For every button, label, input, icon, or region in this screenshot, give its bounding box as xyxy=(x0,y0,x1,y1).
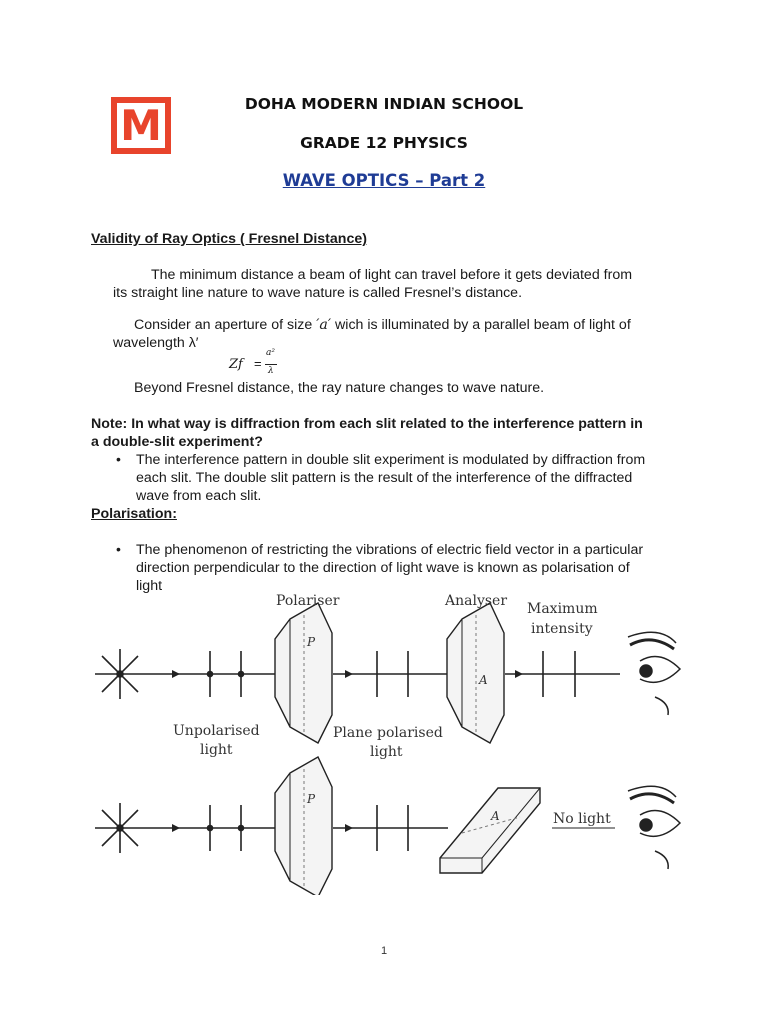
logo-letter: M xyxy=(120,101,162,150)
note-answer-line3: wave from each slit. xyxy=(136,488,262,504)
fresnel-para2-line1 xyxy=(134,316,631,334)
formula-lhs: Zf xyxy=(229,357,243,372)
note-question-line1: Note: In what way is diffraction from each slit related to the interference pattern in xyxy=(91,416,643,432)
grade-title: GRADE 12 PHYSICS xyxy=(300,134,468,152)
para2-text-a: Consider an aperture of size xyxy=(134,317,313,333)
top-row xyxy=(95,593,680,760)
polariser-prism xyxy=(275,603,332,743)
polarisation-bullet: • xyxy=(116,541,121,557)
topic-title: WAVE OPTICS – Part 2 xyxy=(282,171,486,190)
note-answer-line2: each slit. The double slit pattern is the result of the interference of the diffracted xyxy=(136,470,633,486)
fresnel-para1-line2: its straight line nature to wave nature is called Fresnel’s distance. xyxy=(113,285,523,301)
fresnel-para2-line2: wavelength λ′ xyxy=(113,335,199,351)
formula-denominator: λ xyxy=(268,366,274,376)
beam-arrow-icon xyxy=(345,824,353,832)
eye-icon xyxy=(628,632,680,715)
note-answer-line1: The interference pattern in double slit experiment is modulated by diffraction from xyxy=(136,452,646,468)
fresnel-formula xyxy=(229,347,289,381)
unpolarised-star-icon xyxy=(95,649,145,699)
fresnel-para3: Beyond Fresnel distance, the ray nature changes to wave nature. xyxy=(134,380,545,396)
analyser-prism xyxy=(447,603,504,743)
no-light-label: No light xyxy=(553,811,611,827)
polarisation-heading: Polarisation: xyxy=(91,506,177,522)
unpolarised-label-2: light xyxy=(200,742,233,758)
polarisation-line3: light xyxy=(136,578,163,594)
formula-equals: = xyxy=(254,356,262,371)
formula-numerator: a² xyxy=(266,348,275,358)
polariser-letter: P xyxy=(307,635,316,649)
analyser-letter: A xyxy=(491,809,500,823)
school-name: DOHA MODERN INDIAN SCHOOL xyxy=(244,95,524,113)
para2-text-b: wich is illuminated by a parallel beam of light of xyxy=(335,317,631,333)
beam-arrow-icon xyxy=(345,670,353,678)
page-number: 1 xyxy=(380,945,388,957)
polariser-prism xyxy=(275,757,332,895)
formula-fraction-bar xyxy=(265,364,277,365)
beam-arrow-icon xyxy=(172,824,180,832)
polariser-label: Polariser xyxy=(276,593,340,609)
beam-arrow-icon xyxy=(172,670,180,678)
beam-arrow-icon xyxy=(515,670,523,678)
analyser-letter: A xyxy=(479,673,488,687)
maximum-label: Maximum xyxy=(527,601,598,617)
analyser-label: Analyser xyxy=(445,593,508,609)
polariser-letter: P xyxy=(307,792,316,806)
plane-polarised-label-1: Plane polarised xyxy=(333,725,443,741)
unpolarised-label-1: Unpolarised xyxy=(173,723,260,739)
eye-icon xyxy=(628,786,680,869)
intensity-label: intensity xyxy=(531,621,593,637)
aperture-symbol: ′a′ xyxy=(316,317,332,333)
polarisation-line2: direction perpendicular to the direction of light wave is known as polarisation of xyxy=(136,560,630,576)
polarisation-line1: The phenomenon of restricting the vibrations of electric field vector in a particular xyxy=(136,542,644,558)
bottom-row xyxy=(95,757,680,895)
fresnel-heading: Validity of Ray Optics ( Fresnel Distance) xyxy=(91,231,367,247)
plane-polarised-label-2: light xyxy=(370,744,403,760)
polarisation-diagram xyxy=(0,585,768,895)
crossed-analyser-prism xyxy=(440,788,540,873)
unpolarised-star-icon xyxy=(95,803,145,853)
note-question-line2: a double-slit experiment? xyxy=(91,434,263,450)
fresnel-para1-line1: The minimum distance a beam of light can travel before it gets deviated from xyxy=(151,267,633,283)
note-bullet: • xyxy=(116,451,121,467)
